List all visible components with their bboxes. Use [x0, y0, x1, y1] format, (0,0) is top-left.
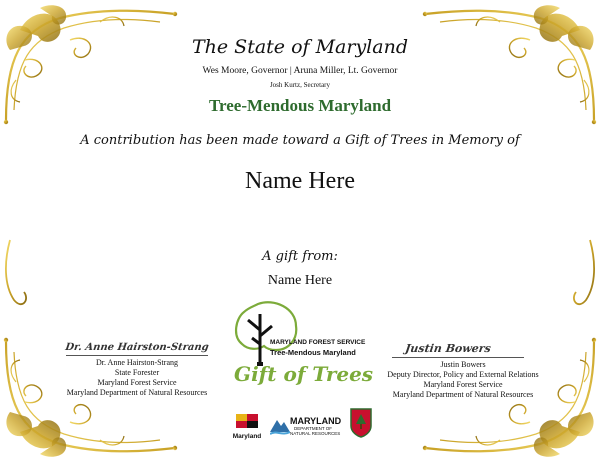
contribution-line: A contribution has been made toward a Gift of Trees in Memory of [80, 133, 520, 148]
shield-icon [350, 408, 372, 438]
right-signer-title: Deputy Director, Policy and External Relations [387, 370, 539, 379]
left-signer-org2: Maryland Department of Natural Resources [66, 388, 208, 397]
left-signature-line [66, 355, 208, 356]
left-signer-org1: Maryland Forest Service [97, 378, 177, 387]
program-title: Tree-Mendous Maryland [208, 96, 392, 115]
left-signer-title: State Forester [114, 368, 160, 377]
dnr-sub2: NATURAL RESOURCES [290, 431, 341, 436]
logo-line1: MARYLAND FOREST SERVICE [270, 339, 366, 346]
right-signer-name: Justin Bowers [440, 360, 486, 369]
right-signature: Justin Bowers [404, 342, 492, 355]
giver-name: Name Here [267, 273, 333, 288]
honoree-name: Name Here [245, 168, 355, 194]
officials-line: Wes Moore, Governor | Aruna Miller, Lt. Governor [202, 66, 398, 76]
logo-gift-of-trees: Gift of Trees [234, 362, 374, 386]
maryland-logo-label: Maryland [232, 433, 262, 440]
secretary-line: Josh Kurtz, Secretary [269, 81, 331, 89]
dnr-sub1: DEPARTMENT OF [294, 426, 333, 431]
left-signature-block [62, 342, 212, 398]
right-signature-block [378, 342, 548, 400]
right-signer-org1: Maryland Forest Service [423, 380, 503, 389]
gift-of-trees-logo [226, 298, 386, 398]
maryland-flag-icon [236, 414, 258, 428]
dnr-title: MARYLAND [290, 416, 342, 426]
dnr-logo [270, 414, 346, 442]
right-signature-line [392, 357, 524, 358]
gift-from-label: A gift from: [262, 249, 338, 264]
left-signer-name: Dr. Anne Hairston-Strang [96, 358, 178, 367]
dnr-mountain-icon [270, 416, 290, 436]
logo-line2: Tree-Mendous Maryland [270, 348, 356, 357]
maryland-logo [232, 414, 262, 442]
forest-service-shield-logo [350, 408, 372, 438]
left-signature: Dr. Anne Hairston-Strang [64, 342, 210, 353]
state-title: The State of Maryland [191, 36, 408, 58]
right-signer-org2: Maryland Department of Natural Resources [392, 390, 534, 399]
